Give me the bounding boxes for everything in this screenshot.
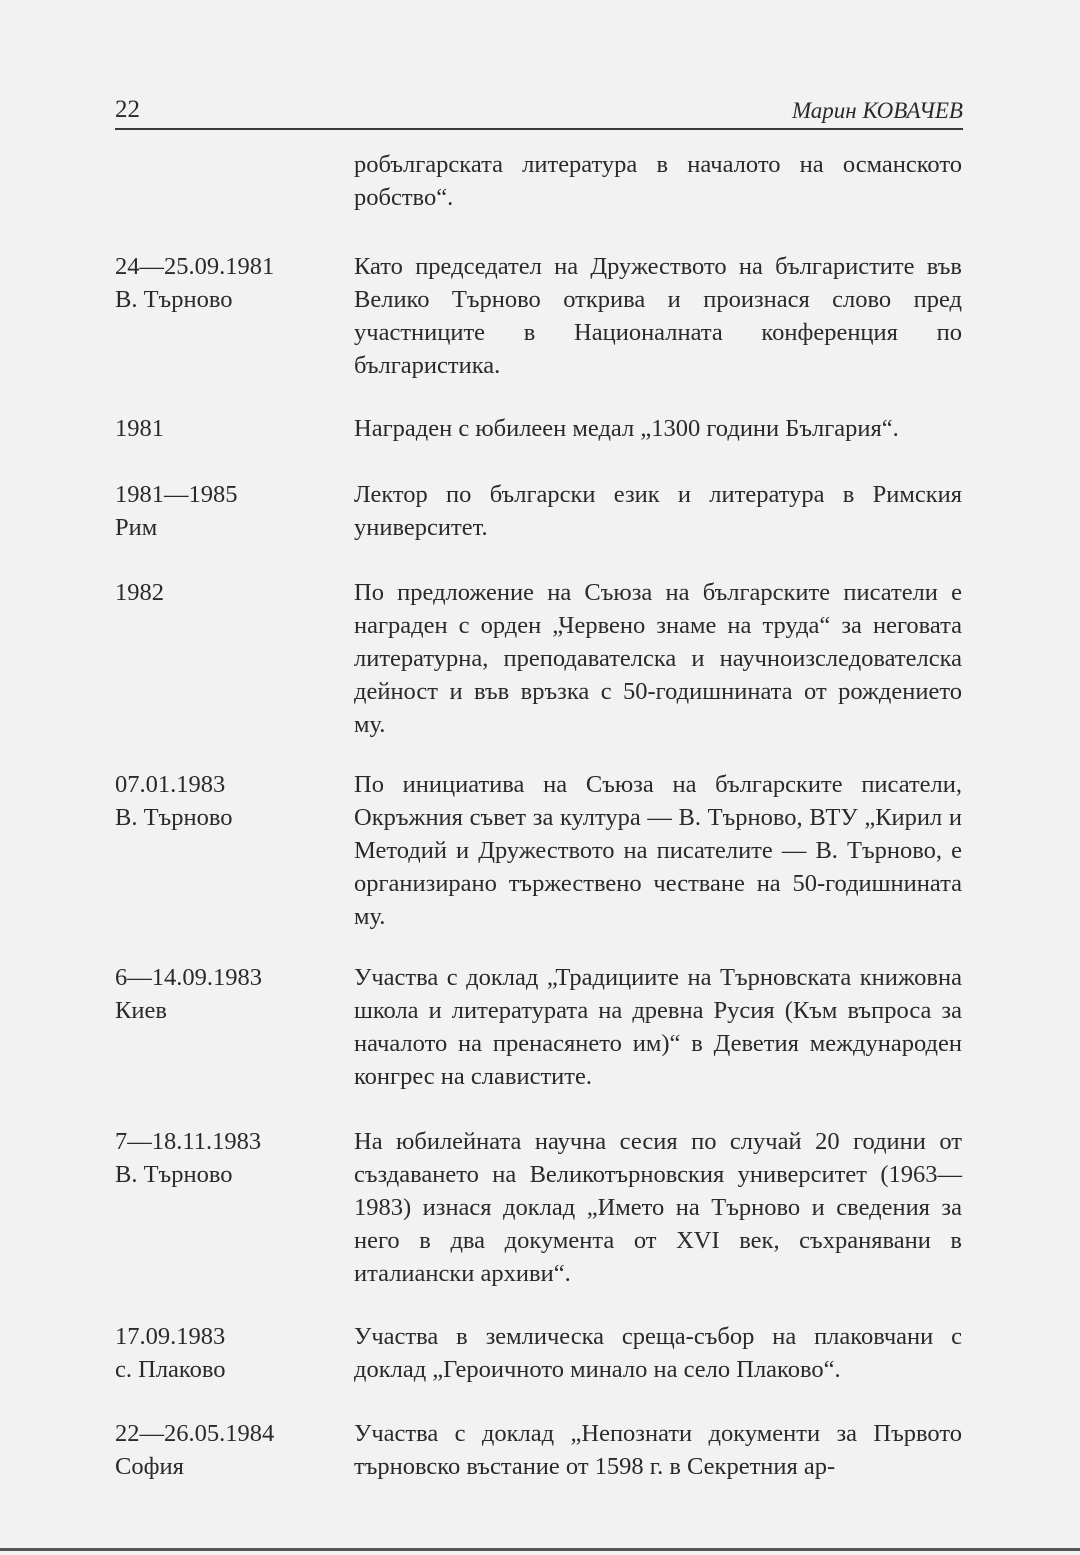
continuation-paragraph: робългарската литература в началото на османското робство“. [354,151,962,211]
entry-text: По инициатива на Съюза на българските писатели, Окръжния съвет за култура — В. Търново, ВТУ „Кирил и Методий и Дружеството на писателите — В. Търново, е организирано тържествено честване на 50-годишнината му. [354,771,962,930]
entry-place: В. Търново [115,286,233,313]
entry-place: с. Плаково [115,1356,226,1383]
scan-edge-line [0,1548,1080,1551]
entry-place: Киев [115,997,167,1024]
entry-text: Лектор по български език и литература в Римския университет. [354,481,962,541]
entry-text: На юбилейната научна сесия по случай 20 години от създаването на Великотърновския университет (1963—1983) изнася доклад „Името на Търново и сведения за него в два документа от XVI век, съхранявани в италиански архиви“. [354,1128,962,1287]
page-number: 22 [115,96,140,123]
entry-date-place [115,961,345,1027]
entry-date: 1981—1985 [115,481,238,508]
entry-place: В. Търново [115,1161,233,1188]
entry-date: 07.01.1983 [115,771,226,798]
entry-date-place [115,1417,345,1483]
entry-date: 1982 [115,579,164,606]
entry-date: 24—25.09.1981 [115,253,275,280]
entry-place: В. Търново [115,804,233,831]
entry-place: София [115,1453,184,1480]
entry-text: По предложение на Съюза на българските писатели е награден с орден „Червено знаме на труда“ за неговата литературна, преподавателска и научноизследователска дейност и във връзка с 50-годишнината от рождението му. [354,579,962,738]
entry-date-place [115,768,345,834]
entry-date: 1981 [115,415,164,442]
entry-text: Участва в землическа среща-събор на плаковчани с доклад „Героичното минало на село Плаково“. [354,1323,962,1383]
entry-place: Рим [115,514,158,541]
entry-text: Участва с доклад „Традициите на Търновската книжовна школа и литературата на древна Русия (Към въпроса за началото на пренасянето им)“ в Деветия международен конгрес на славистите. [354,964,962,1090]
entry-date: 6—14.09.1983 [115,964,262,991]
entry-date-place [115,1320,345,1386]
entry-date-place [115,250,345,316]
running-head: Марин КОВАЧЕВ [791,98,963,123]
entry-text: Награден с юбилеен медал „1300 години България“. [354,415,899,442]
entry-text: Като председател на Дружеството на българистите във Велико Търново открива и произнася слово пред участниците в Националната конференция по българистика. [354,253,962,379]
entry-text: Участва с доклад „Непознати документи за Първото търновско въстание от 1598 г. в Секретния ар- [354,1420,962,1480]
entry-date: 22—26.05.1984 [115,1420,275,1447]
entry-date-place [115,478,345,544]
entry-date: 17.09.1983 [115,1323,226,1350]
entry-date-place [115,1125,345,1191]
entry-date-place [115,576,345,609]
entry-date-place [115,412,345,445]
page-header [115,92,963,130]
entry-date: 7—18.11.1983 [115,1128,262,1155]
